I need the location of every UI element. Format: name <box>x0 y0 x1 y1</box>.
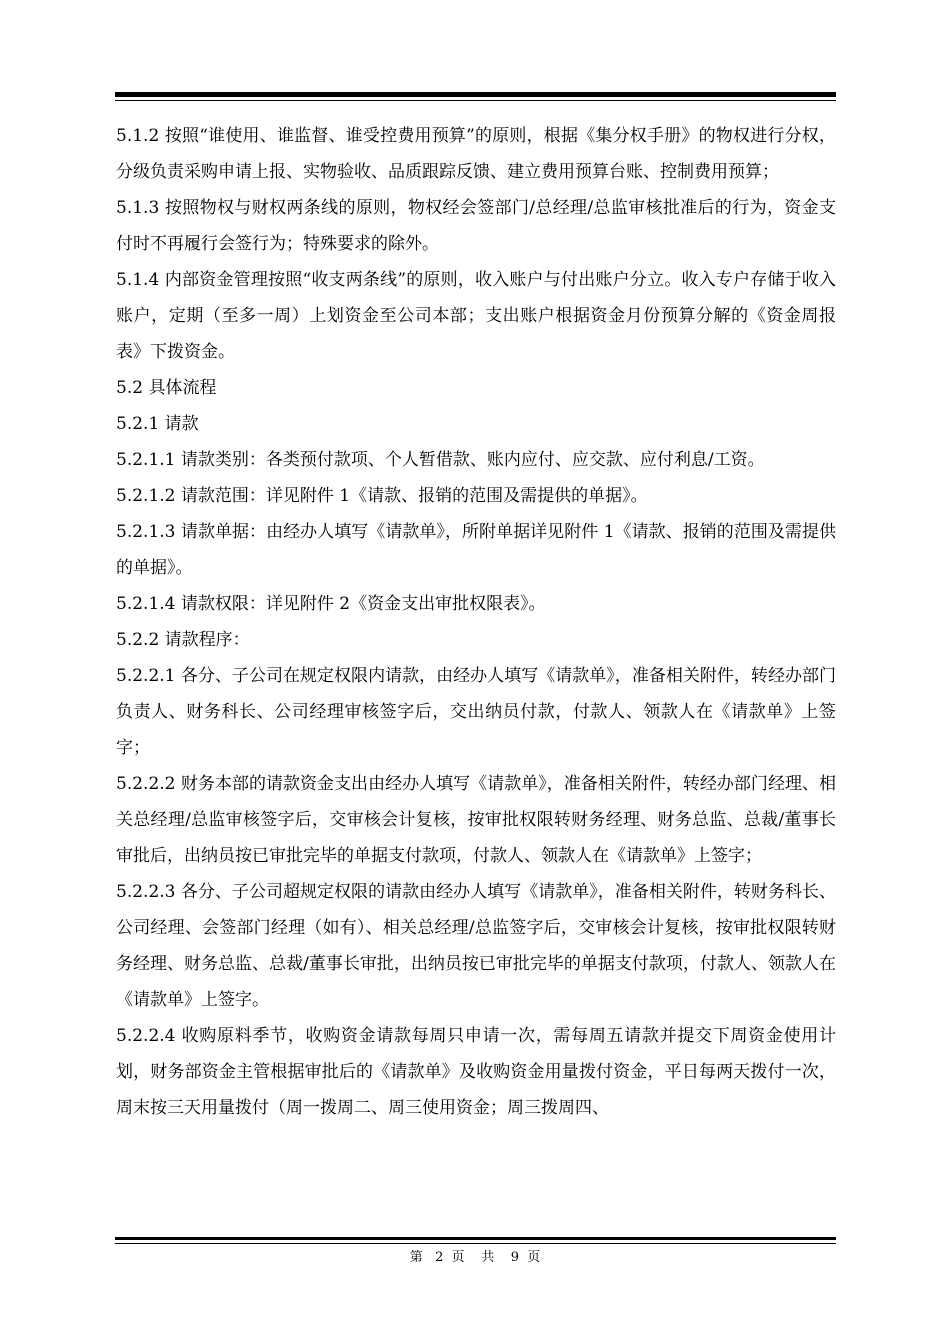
header-rule-thin <box>115 100 836 101</box>
paragraph-5-2-1-2: 5.2.1.2 请款范围：详见附件 1《请款、报销的范围及需提供的单据》。 <box>116 486 648 506</box>
paragraph-5-2-2-1: 5.2.2.1 各分、子公司在规定权限内请款，由经办人填写《请款单》，准备相关附件，转经办部门负责人、财务科长、公司经理审核签字后，交出纳员付款，付款人、领款人在《请款单》上签字； <box>116 666 836 758</box>
paragraph-5-2-1-4: 5.2.1.4 请款权限：详见附件 2《资金支出审批权限表》。 <box>116 594 546 614</box>
heading-5-2-1: 5.2.1 请款 <box>116 414 199 434</box>
paragraph-5-2-1-3: 5.2.1.3 请款单据：由经办人填写《请款单》，所附单据详见附件 1《请款、报销的范围及需提供的单据》。 <box>116 522 836 578</box>
paragraph-5-2-2-4: 5.2.2.4 收购原料季节，收购资金请款每周只申请一次，需每周五请款并提交下周资金使用计划，财务部资金主管根据审批后的《请款单》及收购资金用量拨付资金，平日每两天拨付一次，周末按三天用量拨付（周一拨周二、周三使用资金；周三拨周四、 <box>116 1026 836 1118</box>
paragraph-5-1-2: 5.1.2 按照“谁使用、谁监督、谁受控费用预算”的原则，根据《集分权手册》的物权进行分权，分级负责采购申请上报、实物验收、品质跟踪反馈、建立费用预算台账、控制费用预算； <box>116 126 836 182</box>
footer-rule-thick <box>115 1237 836 1240</box>
paragraph-5-1-3: 5.1.3 按照物权与财权两条线的原则，物权经会签部门/总经理/总监审核批准后的行为，资金支付时不再履行会签行为；特殊要求的除外。 <box>116 198 836 254</box>
paragraph-5-2-1-1: 5.2.1.1 请款类别：各类预付款项、个人暂借款、账内应付、应交款、应付利息/工资。 <box>116 450 765 470</box>
paragraph-5-2-2-2: 5.2.2.2 财务本部的请款资金支出由经办人填写《请款单》，准备相关附件，转经办部门经理、相关总经理/总监审核签字后，交审核会计复核，按审批权限转财务经理、财务总监、总裁/董事长审批后，出纳员按已审批完毕的单据支付款项，付款人、领款人在《请款单》上签字； <box>116 774 836 866</box>
page-number: 第 2 页 共 9 页 <box>409 1250 541 1265</box>
heading-5-2: 5.2 具体流程 <box>116 378 217 398</box>
paragraph-5-2-2-3: 5.2.2.3 各分、子公司超规定权限的请款由经办人填写《请款单》，准备相关附件，转财务科长、公司经理、会签部门经理（如有）、相关总经理/总监签字后，交审核会计复核，按审批权限转财务经理、财务总监、总裁/董事长审批，出纳员按已审批完毕的单据支付款项，付款人、领款人在《请款单》上签字。 <box>116 882 836 1010</box>
heading-5-2-2: 5.2.2 请款程序： <box>116 630 250 650</box>
footer-rule-thin <box>115 1243 836 1244</box>
document-body <box>116 118 836 1126</box>
header-rule-thick <box>115 92 836 97</box>
paragraph-5-1-4: 5.1.4 内部资金管理按照“收支两条线”的原则，收入账户与付出账户分立。收入专户存储于收入账户，定期（至多一周）上划资金至公司本部；支出账户根据资金月份预算分解的《资金周报表》下拨资金。 <box>116 270 836 362</box>
